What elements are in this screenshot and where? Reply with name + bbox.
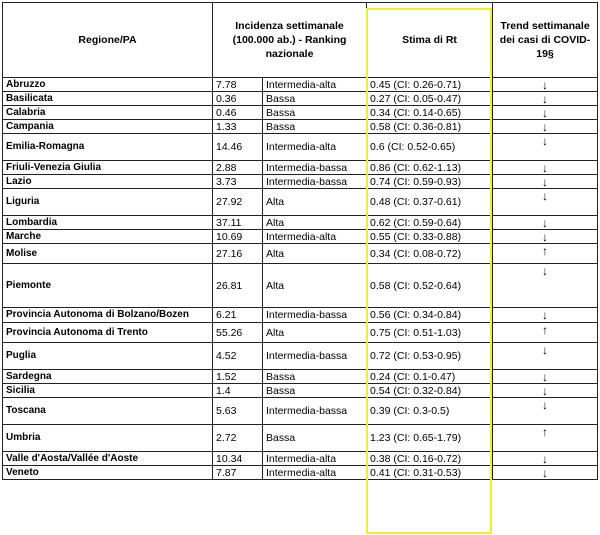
region-cell: Umbria xyxy=(3,425,213,452)
header-incidence: Incidenza settimanale (100.000 ab.) - Ranking nazionale xyxy=(213,3,367,78)
rt-estimate-cell: 0.55 (CI: 0.33-0.88) xyxy=(367,230,493,244)
ranking-cell: Intermedia-bassa xyxy=(263,308,367,323)
table-row xyxy=(3,384,598,398)
incidence-value-cell: 7.87 xyxy=(213,466,263,480)
rt-estimate-cell: 0.27 (CI: 0.05-0.47) xyxy=(367,92,493,106)
incidence-value-cell: 0.46 xyxy=(213,106,263,120)
incidence-value-cell: 10.34 xyxy=(213,452,263,466)
region-table-container xyxy=(2,2,598,480)
ranking-cell: Alta xyxy=(263,264,367,308)
rt-estimate-cell: 0.45 (CI: 0.26-0.71) xyxy=(367,78,493,92)
arrow-up-icon: ↑ xyxy=(493,323,598,343)
rt-estimate-cell: 0.34 (CI: 0.14-0.65) xyxy=(367,106,493,120)
incidence-value-cell: 14.46 xyxy=(213,134,263,161)
rt-estimate-cell: 0.34 (CI: 0.08-0.72) xyxy=(367,244,493,264)
arrow-down-icon: ↓ xyxy=(493,308,598,323)
rt-estimate-cell: 0.56 (CI: 0.34-0.84) xyxy=(367,308,493,323)
region-cell: Friuli-Venezia Giulia xyxy=(3,161,213,175)
ranking-cell: Bassa xyxy=(263,384,367,398)
incidence-value-cell: 3.73 xyxy=(213,175,263,189)
ranking-cell: Intermedia-bassa xyxy=(263,398,367,425)
table-body xyxy=(3,78,598,480)
incidence-value-cell: 27.92 xyxy=(213,189,263,216)
region-cell: Veneto xyxy=(3,466,213,480)
ranking-cell: Intermedia-alta xyxy=(263,466,367,480)
header-region: Regione/PA xyxy=(3,3,213,78)
arrow-down-icon: ↓ xyxy=(493,384,598,398)
arrow-down-icon: ↓ xyxy=(493,466,598,480)
header-row xyxy=(3,3,598,78)
incidence-value-cell: 7.78 xyxy=(213,78,263,92)
incidence-value-cell: 55.26 xyxy=(213,323,263,343)
ranking-cell: Alta xyxy=(263,216,367,230)
rt-estimate-cell: 0.48 (CI: 0.37-0.61) xyxy=(367,189,493,216)
arrow-down-icon: ↓ xyxy=(493,106,598,120)
rt-estimate-cell: 0.86 (CI: 0.62-1.13) xyxy=(367,161,493,175)
table-row xyxy=(3,398,598,425)
rt-estimate-cell: 0.58 (CI: 0.52-0.64) xyxy=(367,264,493,308)
ranking-cell: Intermedia-bassa xyxy=(263,161,367,175)
table-row xyxy=(3,244,598,264)
table-row xyxy=(3,230,598,244)
incidence-value-cell: 27.16 xyxy=(213,244,263,264)
arrow-down-icon: ↓ xyxy=(493,452,598,466)
rt-estimate-cell: 0.58 (CI: 0.36-0.81) xyxy=(367,120,493,134)
arrow-down-icon: ↓ xyxy=(493,216,598,230)
ranking-cell: Intermedia-bassa xyxy=(263,175,367,189)
table-row xyxy=(3,466,598,480)
region-cell: Provincia Autonoma di Bolzano/Bozen xyxy=(3,308,213,323)
table-row xyxy=(3,120,598,134)
rt-estimate-cell: 1.23 (CI: 0.65-1.79) xyxy=(367,425,493,452)
region-cell: Emilia-Romagna xyxy=(3,134,213,161)
table-row xyxy=(3,92,598,106)
table-row xyxy=(3,189,598,216)
table-row xyxy=(3,323,598,343)
header-rt: Stima di Rt xyxy=(367,3,493,78)
region-cell: Basilicata xyxy=(3,92,213,106)
incidence-value-cell: 4.52 xyxy=(213,343,263,370)
rt-estimate-cell: 0.41 (CI: 0.31-0.53) xyxy=(367,466,493,480)
region-cell: Puglia xyxy=(3,343,213,370)
incidence-value-cell: 1.52 xyxy=(213,370,263,384)
rt-estimate-cell: 0.75 (CI: 0.51-1.03) xyxy=(367,323,493,343)
arrow-down-icon: ↓ xyxy=(493,78,598,92)
region-cell: Calabria xyxy=(3,106,213,120)
arrow-down-icon: ↓ xyxy=(493,370,598,384)
region-cell: Marche xyxy=(3,230,213,244)
region-cell: Molise xyxy=(3,244,213,264)
rt-estimate-cell: 0.39 (CI: 0.3-0.5) xyxy=(367,398,493,425)
ranking-cell: Intermedia-alta xyxy=(263,78,367,92)
table-row xyxy=(3,452,598,466)
incidence-value-cell: 0.36 xyxy=(213,92,263,106)
ranking-cell: Alta xyxy=(263,323,367,343)
table-row xyxy=(3,175,598,189)
table-row xyxy=(3,78,598,92)
region-cell: Lombardia xyxy=(3,216,213,230)
table-row xyxy=(3,370,598,384)
table-row xyxy=(3,216,598,230)
table-row xyxy=(3,343,598,370)
ranking-cell: Bassa xyxy=(263,106,367,120)
table-row xyxy=(3,161,598,175)
ranking-cell: Bassa xyxy=(263,370,367,384)
arrow-up-icon: ↑ xyxy=(493,425,598,452)
table-row xyxy=(3,264,598,308)
table-row xyxy=(3,134,598,161)
ranking-cell: Intermedia-alta xyxy=(263,134,367,161)
incidence-value-cell: 5.63 xyxy=(213,398,263,425)
ranking-cell: Intermedia-alta xyxy=(263,452,367,466)
arrow-down-icon: ↓ xyxy=(493,398,598,425)
incidence-value-cell: 10.69 xyxy=(213,230,263,244)
header-trend: Trend settimanale dei casi di COVID-19§ xyxy=(493,3,598,78)
incidence-value-cell: 2.88 xyxy=(213,161,263,175)
table-row xyxy=(3,106,598,120)
arrow-down-icon: ↓ xyxy=(493,134,598,161)
incidence-value-cell: 1.33 xyxy=(213,120,263,134)
arrow-down-icon: ↓ xyxy=(493,264,598,308)
ranking-cell: Bassa xyxy=(263,120,367,134)
ranking-cell: Bassa xyxy=(263,425,367,452)
covid-region-table xyxy=(2,2,598,480)
incidence-value-cell: 26.81 xyxy=(213,264,263,308)
region-cell: Abruzzo xyxy=(3,78,213,92)
rt-estimate-cell: 0.74 (CI: 0.59-0.93) xyxy=(367,175,493,189)
rt-estimate-cell: 0.6 (CI: 0.52-0.65) xyxy=(367,134,493,161)
ranking-cell: Bassa xyxy=(263,92,367,106)
region-cell: Liguria xyxy=(3,189,213,216)
incidence-value-cell: 6.21 xyxy=(213,308,263,323)
arrow-down-icon: ↓ xyxy=(493,175,598,189)
incidence-value-cell: 37.11 xyxy=(213,216,263,230)
table-row xyxy=(3,308,598,323)
region-cell: Provincia Autonoma di Trento xyxy=(3,323,213,343)
region-cell: Sardegna xyxy=(3,370,213,384)
arrow-down-icon: ↓ xyxy=(493,189,598,216)
arrow-up-icon: ↑ xyxy=(493,244,598,264)
arrow-down-icon: ↓ xyxy=(493,92,598,106)
table-row xyxy=(3,425,598,452)
incidence-value-cell: 1.4 xyxy=(213,384,263,398)
arrow-down-icon: ↓ xyxy=(493,161,598,175)
rt-estimate-cell: 0.24 (CI: 0.1-0.47) xyxy=(367,370,493,384)
region-cell: Lazio xyxy=(3,175,213,189)
ranking-cell: Alta xyxy=(263,189,367,216)
region-cell: Piemonte xyxy=(3,264,213,308)
arrow-down-icon: ↓ xyxy=(493,343,598,370)
region-cell: Sicilia xyxy=(3,384,213,398)
ranking-cell: Intermedia-bassa xyxy=(263,343,367,370)
incidence-value-cell: 2.72 xyxy=(213,425,263,452)
rt-estimate-cell: 0.38 (CI: 0.16-0.72) xyxy=(367,452,493,466)
region-cell: Campania xyxy=(3,120,213,134)
ranking-cell: Alta xyxy=(263,244,367,264)
arrow-down-icon: ↓ xyxy=(493,120,598,134)
arrow-down-icon: ↓ xyxy=(493,230,598,244)
region-cell: Toscana xyxy=(3,398,213,425)
rt-estimate-cell: 0.54 (CI: 0.32-0.84) xyxy=(367,384,493,398)
region-cell: Valle d'Aosta/Vallée d'Aoste xyxy=(3,452,213,466)
rt-estimate-cell: 0.72 (CI: 0.53-0.95) xyxy=(367,343,493,370)
ranking-cell: Intermedia-alta xyxy=(263,230,367,244)
rt-estimate-cell: 0.62 (CI: 0.59-0.64) xyxy=(367,216,493,230)
